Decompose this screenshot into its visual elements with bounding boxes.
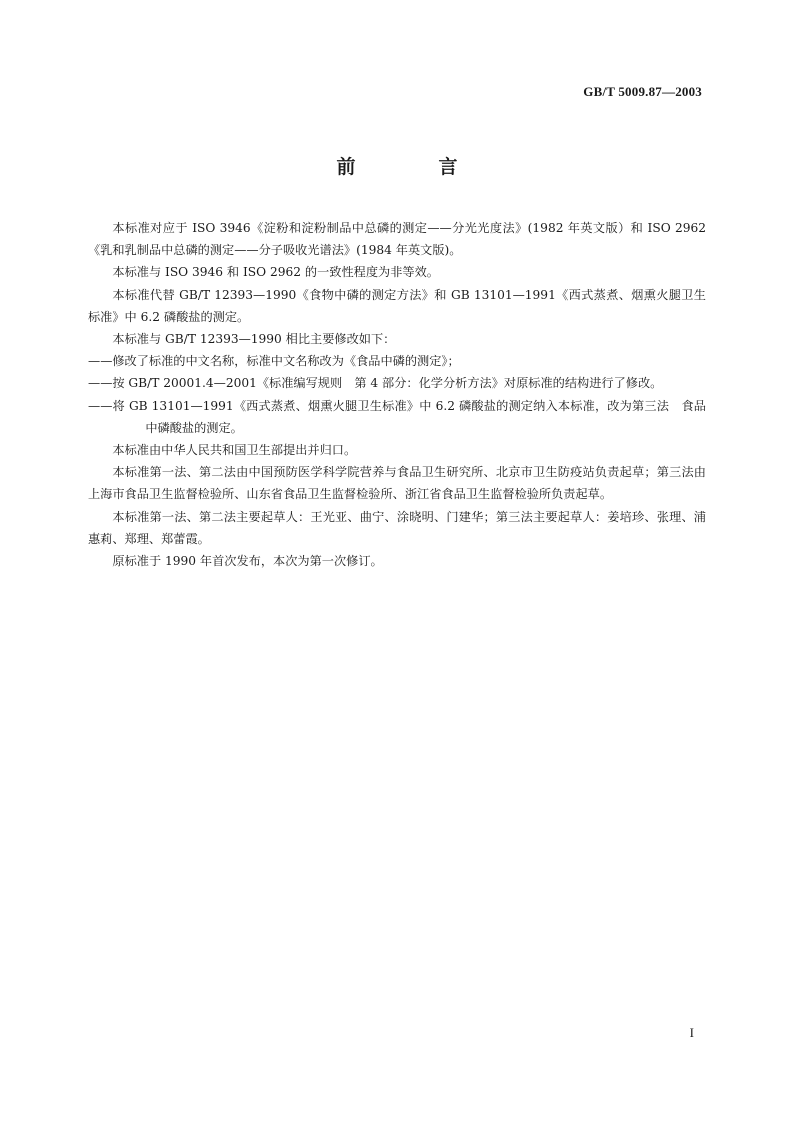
foreword-body [88, 217, 706, 572]
paragraph-changes-intro: 本标准与 GB/T 12393—1990 相比主要修改如下： [112, 332, 396, 347]
change-item-structure: ——按 GB/T 20001.4—2001《标准编写规则 第 4 部分：化学分析方法》对原标准的结构进行了修改。 [88, 376, 663, 391]
paragraph-correspondence: 本标准对应于 ISO 3946《淀粉和淀粉制品中总磷的测定——分光光度法》(1982 年英文版）和 ISO 2962《乳和乳制品中总磷的测定——分子吸收光谱法》(1984 年英文版)。 [88, 221, 706, 258]
change-item-method: ——将 GB 13101—1991《西式蒸煮、烟熏火腿卫生标准》中 6.2 磷酸盐的测定纳入本标准，改为第三法 食品中磷酸盐的测定。 [88, 398, 706, 435]
paragraph-consistency: 本标准与 ISO 3946 和 ISO 2962 的一致性程度为非等效。 [112, 265, 439, 280]
page-title: 前 言 [336, 156, 490, 178]
page-number: I [689, 1025, 694, 1040]
paragraph-replaces: 本标准代替 GB/T 12393—1990《食物中磷的测定方法》和 GB 13101—1991《西式蒸煮、烟熏火腿卫生标准》中 6.2 磷酸盐的测定。 [88, 287, 706, 324]
paragraph-proposer: 本标准由中华人民共和国卫生部提出并归口。 [112, 443, 357, 458]
paragraph-drafters: 本标准第一法、第二法主要起草人：王光亚、曲宁、涂晓明、门建华；第三法主要起草人：姜培珍、张理、浦惠莉、郑理、郑蕾霞。 [88, 509, 706, 546]
paragraph-drafting-units: 本标准第一法、第二法由中国预防医学科学院营养与食品卫生研究所、北京市卫生防疫站负责起草；第三法由上海市食品卫生监督检验所、山东省食品卫生监督检验所、浙江省食品卫生监督检验所负责起草。 [88, 465, 706, 502]
paragraph-history: 原标准于 1990 年首次发布，本次为第一次修订。 [112, 554, 383, 569]
change-item-name: ——修改了标准的中文名称，标准中文名称改为《食品中磷的测定》； [88, 354, 460, 369]
standard-code: GB/T 5009.87—2003 [583, 84, 702, 99]
